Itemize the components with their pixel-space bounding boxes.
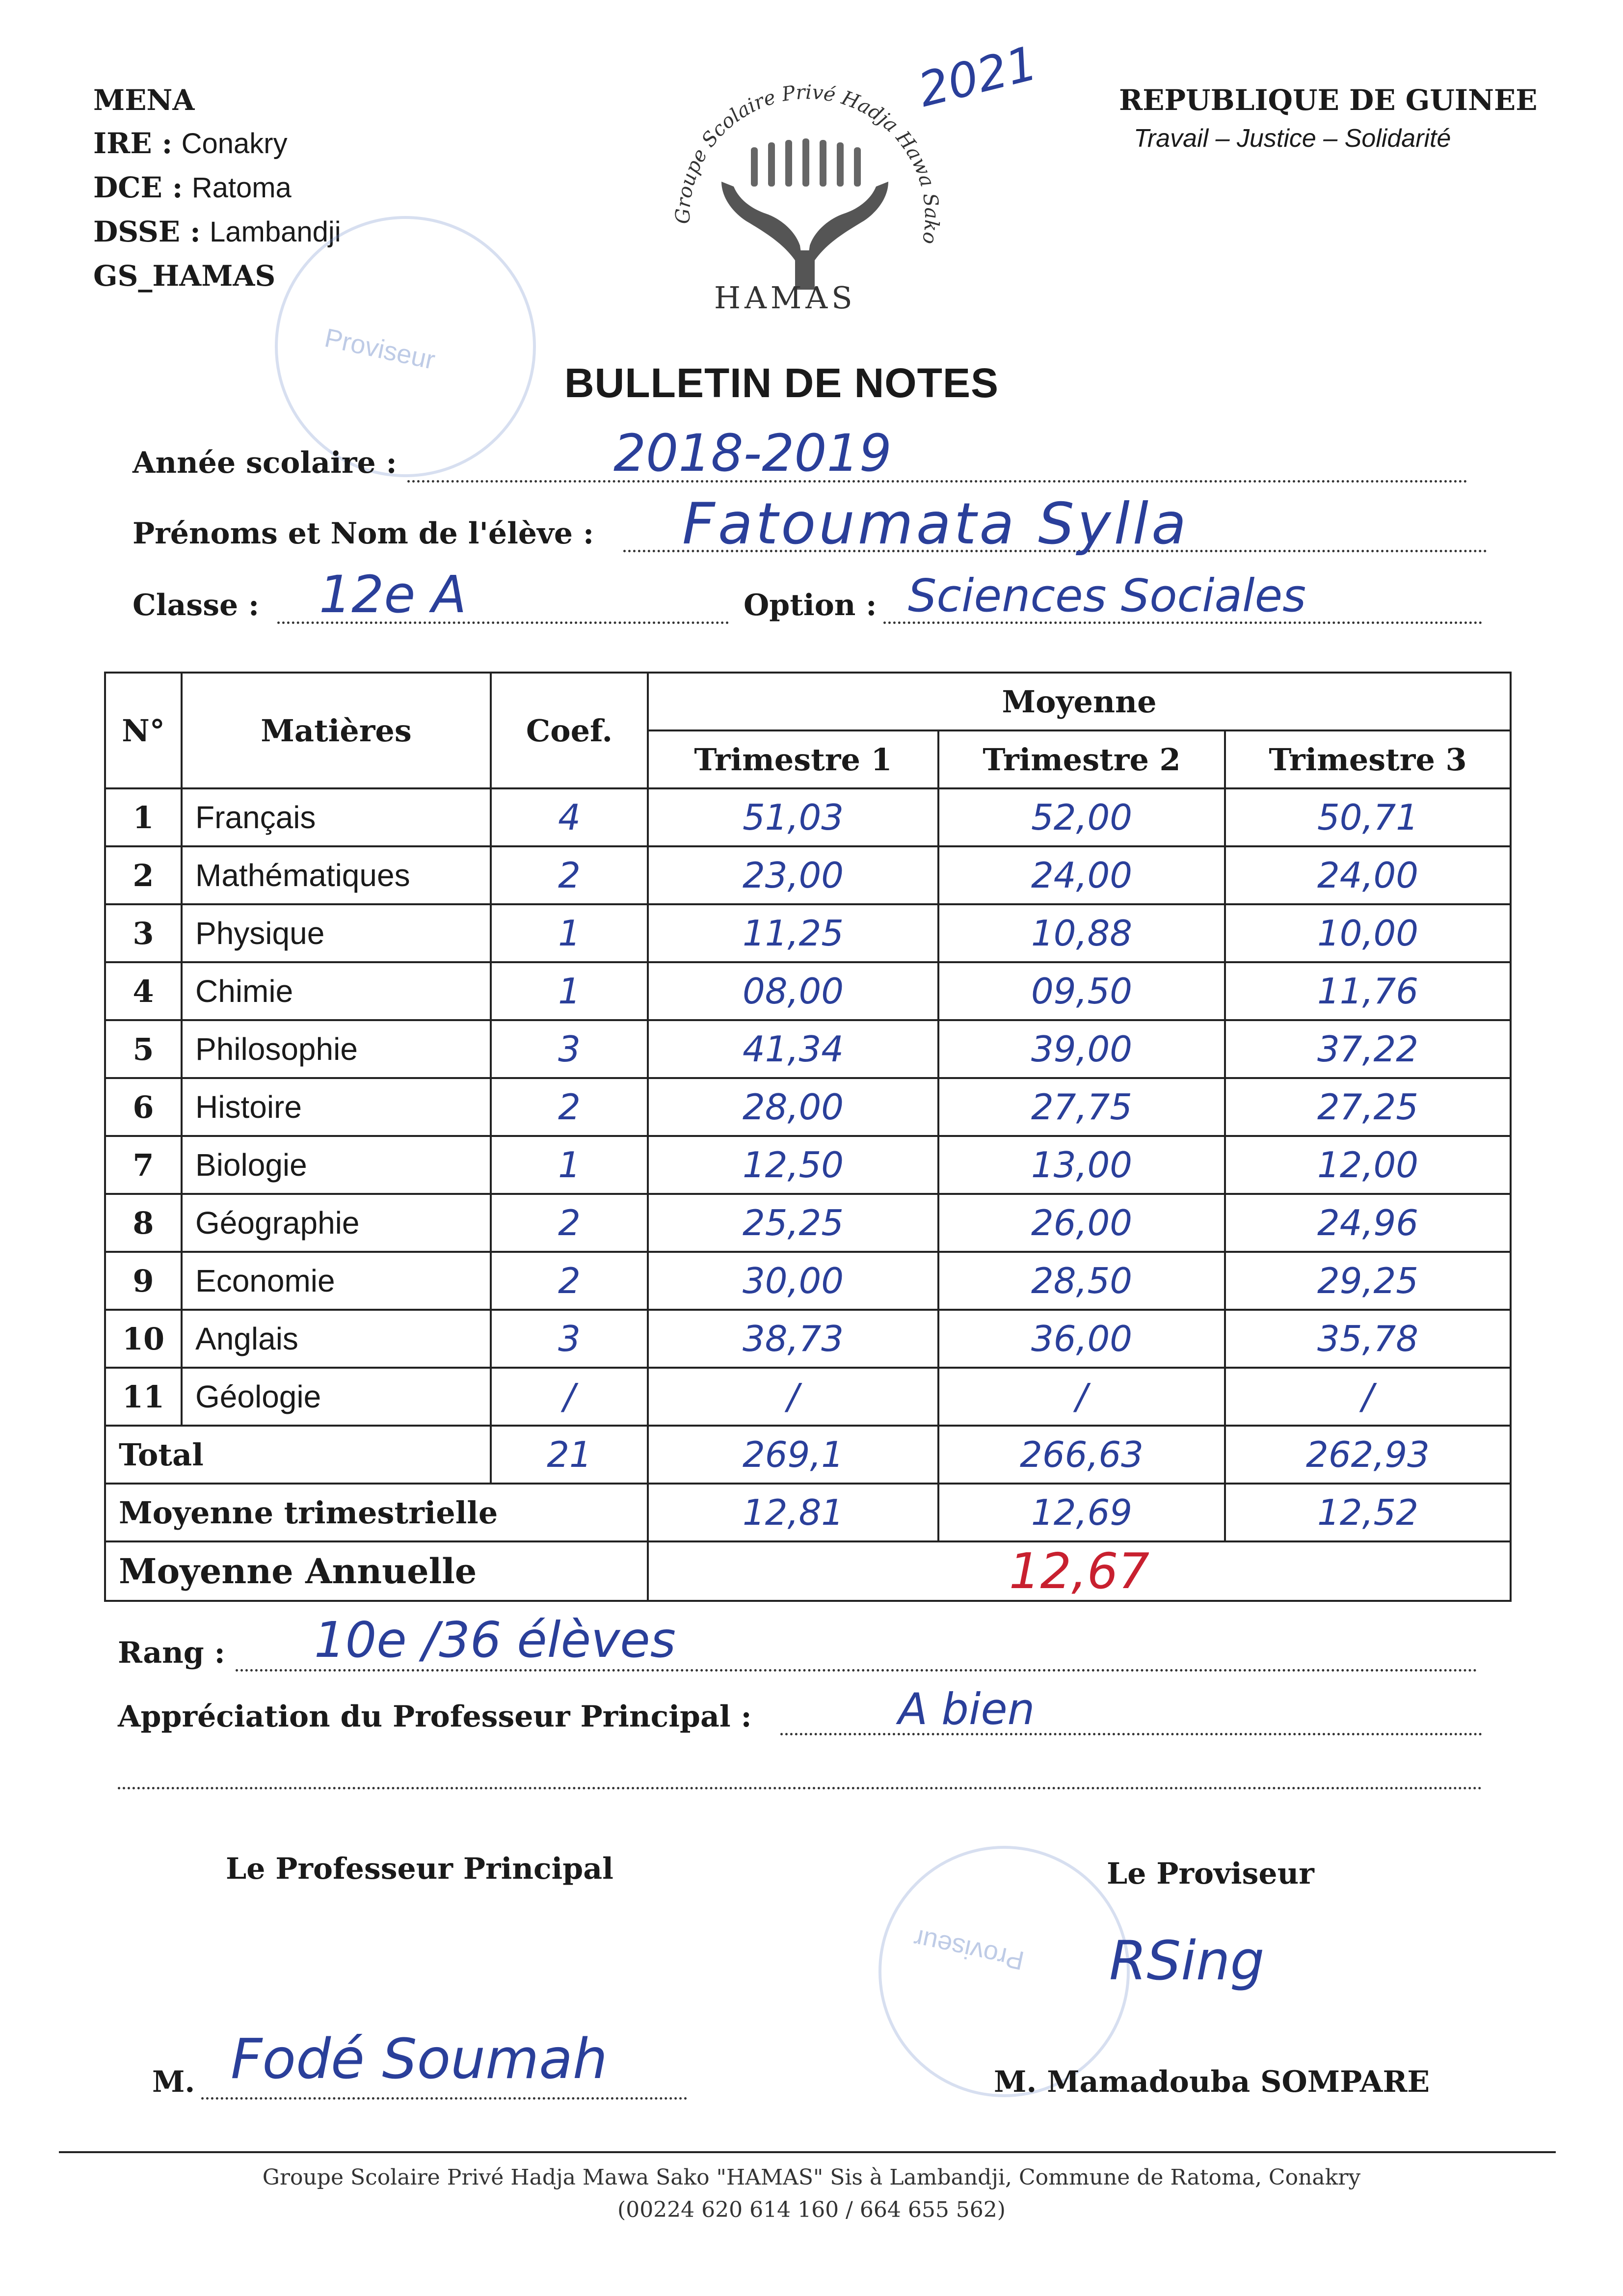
- row-subject: Géologie: [182, 1368, 491, 1426]
- annual-average-row: [105, 1541, 1511, 1601]
- row-t1: 41,34: [648, 1020, 938, 1078]
- stamp-text-right: Proviseur: [911, 1923, 1027, 1976]
- total-t1: 269,1: [648, 1426, 938, 1484]
- document-title: BULLETIN DE NOTES: [564, 360, 999, 406]
- class-value: 12e A: [319, 565, 467, 624]
- annual-average-value: 12,67: [648, 1541, 1511, 1601]
- table-row: [105, 1194, 1511, 1252]
- row-t3: 27,25: [1225, 1078, 1511, 1136]
- school-address: Groupe Scolaire Privé Hadja Mawa Sako "HAMAS" Sis à Lambandji, Commune de Ratoma, Conakry: [262, 2165, 1361, 2190]
- row-number: 5: [105, 1020, 182, 1078]
- logo-name: HAMAS: [714, 280, 856, 316]
- trimester-average-label: Moyenne trimestrielle: [105, 1484, 648, 1541]
- row-t2: 26,00: [938, 1194, 1225, 1252]
- row-t3: 12,00: [1225, 1136, 1511, 1194]
- rank-dotted-line: [236, 1669, 1477, 1672]
- row-number: 10: [105, 1310, 182, 1368]
- country-name: REPUBLIQUE DE GUINEE: [1119, 83, 1538, 117]
- ministry: MENA: [93, 83, 195, 117]
- col-header-trimester-3: Trimestre 3: [1225, 730, 1511, 788]
- row-t1: 25,25: [648, 1194, 938, 1252]
- trimester-average-t3: 12,52: [1225, 1484, 1511, 1541]
- row-t1: 23,00: [648, 846, 938, 904]
- row-t3: /: [1225, 1368, 1511, 1426]
- row-t3: 29,25: [1225, 1252, 1511, 1310]
- total-row: [105, 1426, 1511, 1484]
- row-coef: 1: [491, 962, 648, 1020]
- principal-name: M. Mamadouba SOMPARE: [994, 2065, 1430, 2099]
- school-phone: (00224 620 614 160 / 664 655 562): [617, 2197, 1006, 2222]
- appreciation-value: A bien: [898, 1684, 1035, 1734]
- appreciation-dotted-line-2: [118, 1787, 1482, 1789]
- table-row: [105, 1078, 1511, 1136]
- row-subject: Histoire: [182, 1078, 491, 1136]
- row-t3: 24,00: [1225, 846, 1511, 904]
- dsse-line: DSSE : Lambandji: [93, 215, 341, 248]
- appreciation-label: Appréciation du Professeur Principal :: [118, 1700, 752, 1734]
- row-coef: 4: [491, 788, 648, 846]
- footer-divider: [59, 2151, 1556, 2153]
- row-t2: 36,00: [938, 1310, 1225, 1368]
- table-header-row: [105, 673, 1511, 730]
- row-t1: /: [648, 1368, 938, 1426]
- table-row: [105, 1368, 1511, 1426]
- row-coef: 1: [491, 1136, 648, 1194]
- col-header-average: Moyenne: [648, 673, 1511, 730]
- row-subject: Mathématiques: [182, 846, 491, 904]
- row-subject: Economie: [182, 1252, 491, 1310]
- col-header-subject: Matières: [182, 673, 491, 788]
- handwritten-year: 2021: [913, 35, 1043, 118]
- table-row: [105, 846, 1511, 904]
- row-t3: 37,22: [1225, 1020, 1511, 1078]
- table-row: [105, 1252, 1511, 1310]
- row-t2: 09,50: [938, 962, 1225, 1020]
- row-number: 7: [105, 1136, 182, 1194]
- option-value: Sciences Sociales: [908, 569, 1306, 622]
- total-coef: 21: [491, 1426, 648, 1484]
- row-t2: 10,88: [938, 904, 1225, 962]
- row-subject: Anglais: [182, 1310, 491, 1368]
- option-label: Option :: [744, 588, 877, 622]
- row-t3: 10,00: [1225, 904, 1511, 962]
- annual-average-label: Moyenne Annuelle: [105, 1541, 648, 1601]
- year-label: Année scolaire :: [133, 446, 397, 480]
- row-coef: 2: [491, 1078, 648, 1136]
- row-number: 8: [105, 1194, 182, 1252]
- col-header-no: N°: [105, 673, 182, 788]
- row-t3: 11,76: [1225, 962, 1511, 1020]
- trimester-average-t1: 12,81: [648, 1484, 938, 1541]
- col-header-trimester-2: Trimestre 2: [938, 730, 1225, 788]
- row-t3: 50,71: [1225, 788, 1511, 846]
- row-subject: Philosophie: [182, 1020, 491, 1078]
- row-t1: 30,00: [648, 1252, 938, 1310]
- row-t2: 52,00: [938, 788, 1225, 846]
- ire-line: IRE : Conakry: [93, 127, 288, 160]
- row-t2: 39,00: [938, 1020, 1225, 1078]
- row-t1: 12,50: [648, 1136, 938, 1194]
- row-coef: 2: [491, 1252, 648, 1310]
- row-number: 9: [105, 1252, 182, 1310]
- col-header-trimester-1: Trimestre 1: [648, 730, 938, 788]
- row-coef: 2: [491, 1194, 648, 1252]
- row-number: 4: [105, 962, 182, 1020]
- row-t2: /: [938, 1368, 1225, 1426]
- row-number: 6: [105, 1078, 182, 1136]
- total-t2: 266,63: [938, 1426, 1225, 1484]
- row-t1: 08,00: [648, 962, 938, 1020]
- teacher-dotted-line: [201, 2097, 687, 2100]
- rank-label: Rang :: [118, 1636, 225, 1670]
- total-t3: 262,93: [1225, 1426, 1511, 1484]
- row-t3: 35,78: [1225, 1310, 1511, 1368]
- logo-ring-text: Groupe Scolaire Privé Hadja Hawa Sako: [671, 81, 943, 246]
- stamp-text-left: Proviseur: [322, 323, 438, 376]
- year-dotted-line: [407, 480, 1467, 483]
- row-subject: Chimie: [182, 962, 491, 1020]
- row-coef: 2: [491, 846, 648, 904]
- row-subject: Biologie: [182, 1136, 491, 1194]
- teacher-prefix: M.: [152, 2065, 195, 2099]
- dce-line: DCE : Ratoma: [93, 171, 292, 204]
- table-row: [105, 1136, 1511, 1194]
- row-t2: 13,00: [938, 1136, 1225, 1194]
- class-label: Classe :: [133, 588, 260, 622]
- principal-signature: RSing: [1109, 1929, 1265, 1992]
- appreciation-dotted-line: [780, 1733, 1482, 1735]
- teacher-name: Fodé Soumah: [231, 2027, 608, 2091]
- row-number: 2: [105, 846, 182, 904]
- table-row: [105, 904, 1511, 962]
- trimester-average-t2: 12,69: [938, 1484, 1225, 1541]
- row-subject: Géographie: [182, 1194, 491, 1252]
- row-t2: 27,75: [938, 1078, 1225, 1136]
- row-t2: 24,00: [938, 846, 1225, 904]
- row-coef: 3: [491, 1310, 648, 1368]
- row-t1: 38,73: [648, 1310, 938, 1368]
- country-motto: Travail – Justice – Solidarité: [1134, 124, 1451, 153]
- row-coef: 3: [491, 1020, 648, 1078]
- student-value: Fatoumata Sylla: [682, 491, 1190, 557]
- row-t1: 51,03: [648, 788, 938, 846]
- table-row: [105, 1310, 1511, 1368]
- row-t3: 24,96: [1225, 1194, 1511, 1252]
- rank-value: 10e /36 élèves: [314, 1611, 676, 1669]
- table-row: [105, 1020, 1511, 1078]
- row-number: 3: [105, 904, 182, 962]
- row-number: 1: [105, 788, 182, 846]
- row-coef: /: [491, 1368, 648, 1426]
- row-t2: 28,50: [938, 1252, 1225, 1310]
- year-value: 2018-2019: [613, 423, 892, 483]
- row-t1: 28,00: [648, 1078, 938, 1136]
- student-label: Prénoms et Nom de l'élève :: [133, 516, 594, 551]
- total-label: Total: [105, 1426, 491, 1484]
- row-number: 11: [105, 1368, 182, 1426]
- grades-table: [104, 672, 1512, 1602]
- table-row: [105, 962, 1511, 1020]
- row-t1: 11,25: [648, 904, 938, 962]
- principal-title: Le Proviseur: [1107, 1857, 1314, 1891]
- row-subject: Physique: [182, 904, 491, 962]
- trimester-average-row: [105, 1484, 1511, 1541]
- teacher-title: Le Professeur Principal: [226, 1852, 613, 1886]
- col-header-coef: Coef.: [491, 673, 648, 788]
- school-code: GS_HAMAS: [93, 259, 276, 293]
- row-coef: 1: [491, 904, 648, 962]
- row-subject: Français: [182, 788, 491, 846]
- table-row: [105, 788, 1511, 846]
